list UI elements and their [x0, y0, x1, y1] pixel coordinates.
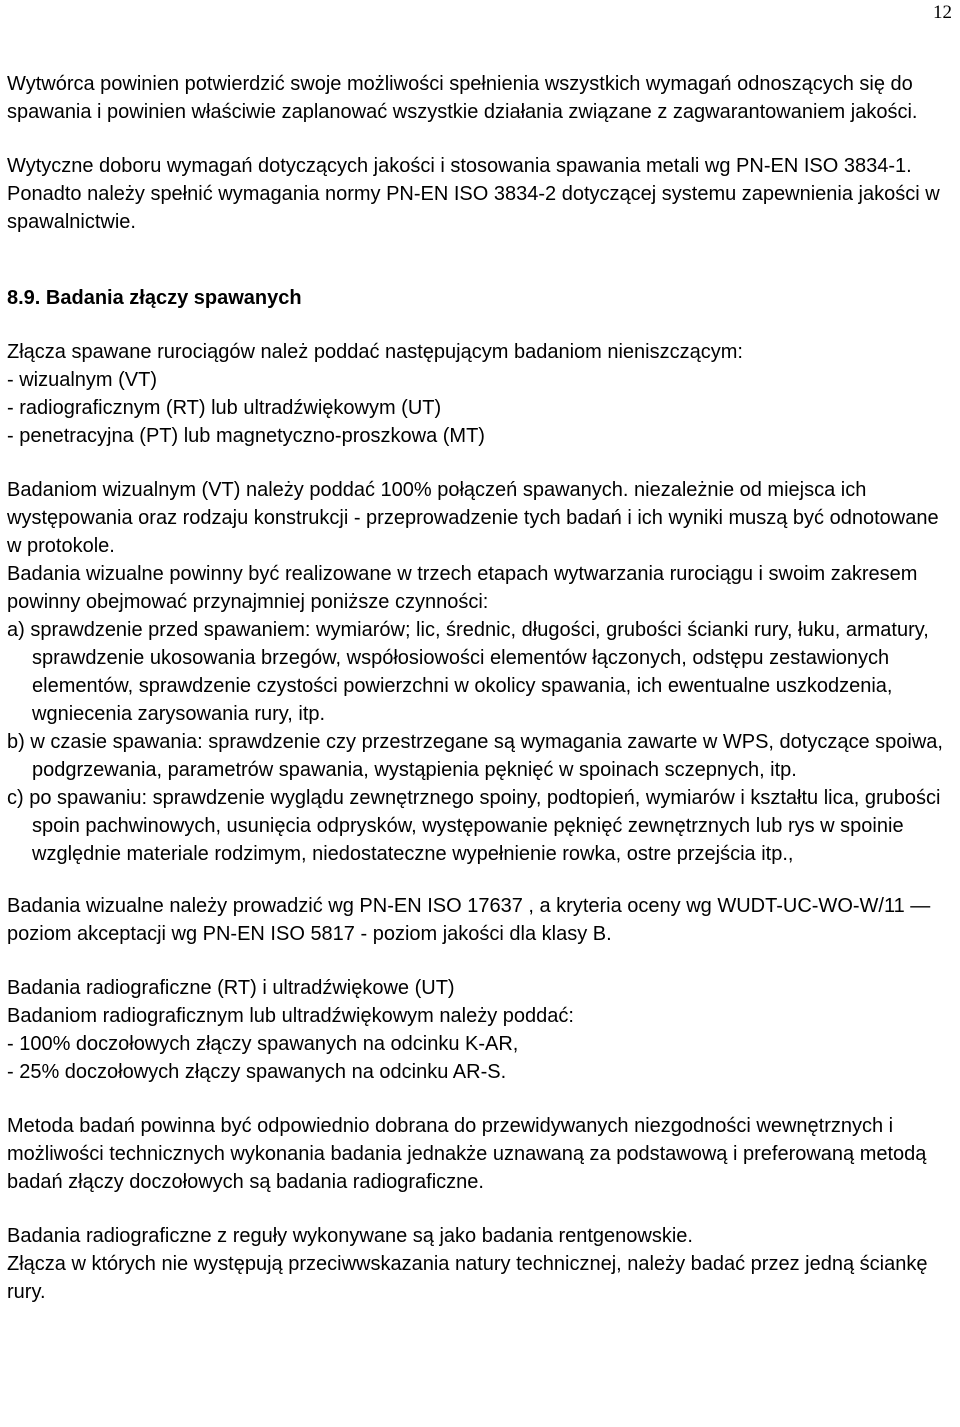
- document-body: [7, 70, 952, 1306]
- final-line: Złącza w których nie występują przeciwwskazania natury technicznej, należy badać przez jedną ściankę rury.: [7, 1253, 928, 1303]
- list-item-stage: c) po spawaniu: sprawdzenie wyglądu zewnętrznego spoiny, podtopień, wymiarów i kształtu lica, grubości spoin pachwinowych, usunięcia odprysków, występowanie pęknięć zewnętrznych lub rys w spoinie względnie materiale rodzimym, niedostateczne wypełnienie rowka, ostre przejścia itp.,: [7, 787, 941, 865]
- list-item-method: - penetracyjna (PT) lub magnetyczno-proszkowa (MT): [7, 425, 485, 447]
- rt-line: Badania radiograficzne (RT) i ultradźwiękowe (UT): [7, 977, 455, 999]
- paragraph-vt-norm: Badania wizualne należy prowadzić wg PN-EN ISO 17637 , a kryteria oceny wg WUDT-UC-WO-W/11 — poziom akceptacji wg PN-EN ISO 5817 - poziom jakości dla klasy B.: [7, 895, 931, 945]
- paragraph-guidelines: Wytyczne doboru wymagań dotyczących jakości i stosowania spawania metali wg PN-EN ISO 3834-1. Ponadto należy spełnić wymagania normy PN-EN ISO 3834-2 dotyczącej systemu zapewnienia jakości w spawalnictwie.: [7, 155, 940, 233]
- paragraph-vt-scope: Badaniom wizualnym (VT) należy poddać 100% połączeń spawanych. niezależnie od miejsca ich występowania oraz rodzaju konstrukcji - przeprowadzenie tych badań i ich wyniki muszą być odnotowane w protokole.: [7, 479, 939, 557]
- paragraph-intro: Złącza spawane rurociągów należ poddać następującym badaniom nieniszczącym:: [7, 341, 743, 363]
- final-line: Badania radiograficzne z reguły wykonywane są jako badania rentgenowskie.: [7, 1225, 693, 1247]
- paragraph-vt-stages: Badania wizualne powinny być realizowane w trzech etapach wytwarzania rurociągu i swoim zakresem powinny obejmować przynajmniej poniższe czynności:: [7, 563, 918, 613]
- rt-line: Badaniom radiograficznym lub ultradźwiękowym należy poddać:: [7, 1005, 574, 1027]
- rt-line: - 100% doczołowych złączy spawanych na odcinku K-AR,: [7, 1033, 519, 1055]
- section-heading: 8.9. Badania złączy spawanych: [7, 287, 302, 309]
- list-item-method: - wizualnym (VT): [7, 369, 158, 391]
- list-item-stage: b) w czasie spawania: sprawdzenie czy przestrzegane są wymagania zawarte w WPS, dotyczące spoiwa, podgrzewania, parametrów spawania, wystąpienia pęknięć w spoinach sczepnych, itp.: [7, 731, 943, 781]
- paragraph-manufacturer: Wytwórca powinien potwierdzić swoje możliwości spełnienia wszystkich wymagań odnoszących się do spawania i powinien właściwie zaplanować wszystkie działania związane z zagwarantowaniem jakości.: [7, 73, 918, 123]
- paragraph-method: Metoda badań powinna być odpowiednio dobrana do przewidywanych niezgodności wewnętrznych i możliwości technicznych wykonania badania jednakże uznawaną za podstawową i preferowaną metodą badań złączy doczołowych są badania radiograficzne.: [7, 1115, 927, 1193]
- list-item-method: - radiograficznym (RT) lub ultradźwiękowym (UT): [7, 397, 442, 419]
- page-number: 12: [933, 2, 952, 23]
- rt-line: - 25% doczołowych złączy spawanych na odcinku AR-S.: [7, 1061, 507, 1083]
- list-item-stage: a) sprawdzenie przed spawaniem: wymiarów; lic, średnic, długości, grubości ścianki rury, łuku, armatury, sprawdzenie ukosowania brzegów, współosiowości elementów łączonych, odstępu zestawionych elementów, sprawdzenie czystości powierzchni w okolicy spawania, ich ewentualne uszkodzenia, wgniecenia zarysowania rury, itp.: [7, 619, 929, 725]
